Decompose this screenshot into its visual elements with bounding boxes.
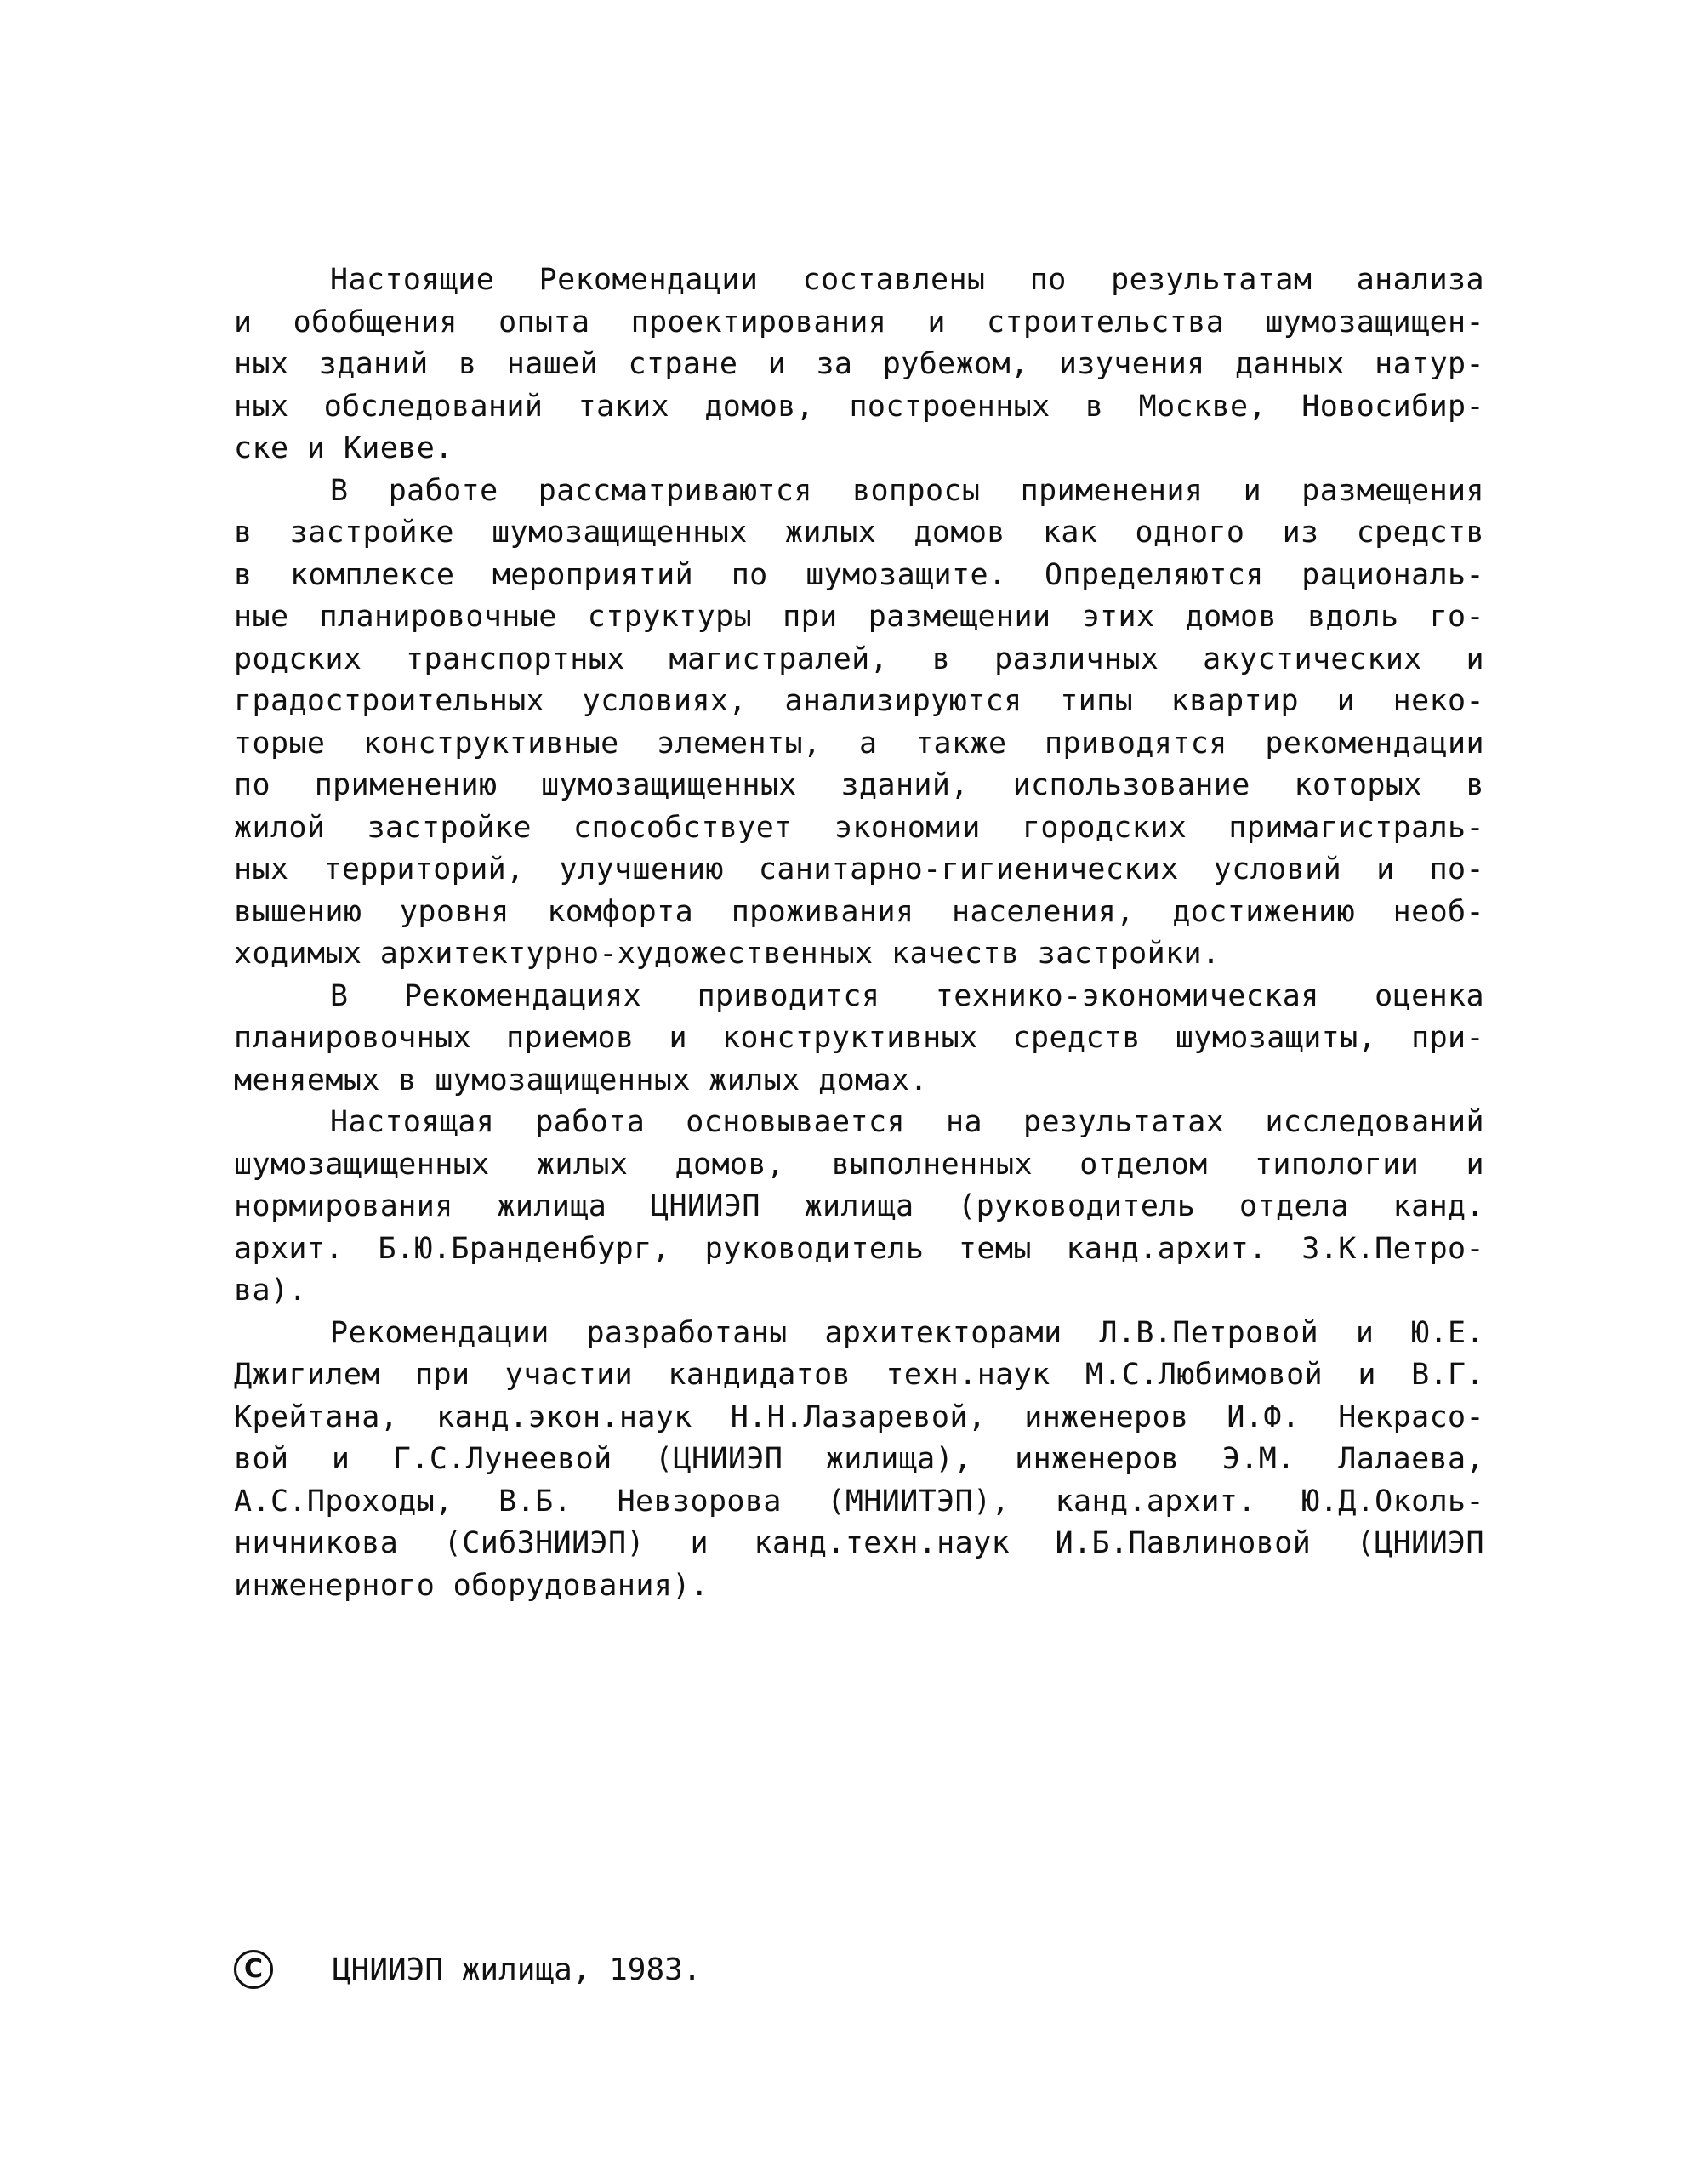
paragraph-2-line-11: вышению уровня комфорта проживания населения, достижению необ- <box>234 894 1484 929</box>
paragraph-5-line-5: А.С.Проходы, В.Б. Невзорова (МНИИТЭП), канд.архит. Ю.Д.Околь- <box>234 1484 1484 1519</box>
paragraph-1-line-3: ных зданий в нашей стране и за рубежом, изучения данных натур- <box>234 347 1484 381</box>
paragraph-5-line-4: вой и Г.С.Лунеевой (ЦНИИЭП жилища), инженеров Э.М. Лалаева, <box>234 1442 1484 1476</box>
paragraph-2-line-10: ных территорий, улучшению санитарно-гигиенических условий и по- <box>234 852 1484 886</box>
paragraph-1-line-5: ске и Киеве. <box>234 431 453 465</box>
paragraph-2-line-9: жилой застройке способствует экономии городских примагистраль- <box>234 810 1484 845</box>
paragraph-1-line-1: Настоящие Рекомендации составлены по результатам анализа <box>330 263 1484 297</box>
paragraph-2-line-5: родских транспортных магистралей, в различных акустических и <box>234 641 1484 676</box>
paragraph-4-line-3: нормирования жилища ЦНИИЭП жилища (руководитель отдела канд. <box>234 1189 1484 1223</box>
paragraph-5-line-2: Джигилем при участии кандидатов техн.наук М.С.Любимовой и В.Г. <box>234 1358 1484 1392</box>
paragraph-2-line-12: ходимых архитектурно-художественных качеств застройки. <box>234 937 1221 971</box>
paragraph-2-line-1: В работе рассматриваются вопросы применения и размещения <box>330 473 1484 508</box>
paragraph-5-line-6: ничникова (СибЗНИИЭП) и канд.техн.наук И.Б.Павлиновой (ЦНИИЭП <box>234 1526 1484 1560</box>
paragraph-3-line-2: планировочных приемов и конструктивных средств шумозащиты, при- <box>234 1021 1484 1055</box>
paragraph-2-line-6: градостроительных условиях, анализируются типы квартир и неко- <box>234 684 1484 718</box>
paragraph-1-line-2: и обобщения опыта проектирования и строительства шумозащищен- <box>234 305 1484 339</box>
paragraph-1-line-4: ных обследований таких домов, построенных в Москве, Новосибир- <box>234 389 1484 424</box>
paragraph-2-line-3: в комплексе мероприятий по шумозащите. Определяются рациональ- <box>234 557 1484 592</box>
paragraph-5-line-7: инженерного оборудования). <box>234 1568 709 1603</box>
paragraph-5-line-1: Рекомендации разработаны архитекторами Л.В.Петровой и Ю.Е. <box>330 1315 1484 1350</box>
body-text <box>234 259 1484 1607</box>
paragraph-4-line-4: архит. Б.Ю.Бранденбург, руководитель темы канд.архит. З.К.Петро- <box>234 1231 1484 1266</box>
paragraph-2-line-4: ные планировочные структуры при размещении этих домов вдоль го- <box>234 600 1484 634</box>
paragraph-2-line-2: в застройке шумозащищенных жилых домов как одного из средств <box>234 516 1484 550</box>
paragraph-4-line-5: ва). <box>234 1274 307 1308</box>
paragraph-2-line-8: по применению шумозащищенных зданий, использование которых в <box>234 768 1484 802</box>
paragraph-3-line-3: меняемых в шумозащищенных жилых домах. <box>234 1063 928 1097</box>
paragraph-3-line-1: В Рекомендациях приводится технико-экономическая оценка <box>330 978 1484 1013</box>
paragraph-5-line-3: Крейтана, канд.экон.наук Н.Н.Лазаревой, инженеров И.Ф. Некрасо- <box>234 1399 1484 1434</box>
paragraph-4-line-1: Настоящая работа основывается на результатах исследований <box>330 1105 1484 1139</box>
copyright-icon: C <box>234 1950 273 1989</box>
copyright-notice <box>234 1944 701 1995</box>
copyright-text: ЦНИИЭП жилища, 1983. <box>333 1952 702 1987</box>
paragraph-4-line-2: шумозащищенных жилых домов, выполненных отделом типологии и <box>234 1147 1484 1182</box>
paragraph-2-line-7: торые конструктивные элементы, а также приводятся рекомендации <box>234 726 1484 761</box>
